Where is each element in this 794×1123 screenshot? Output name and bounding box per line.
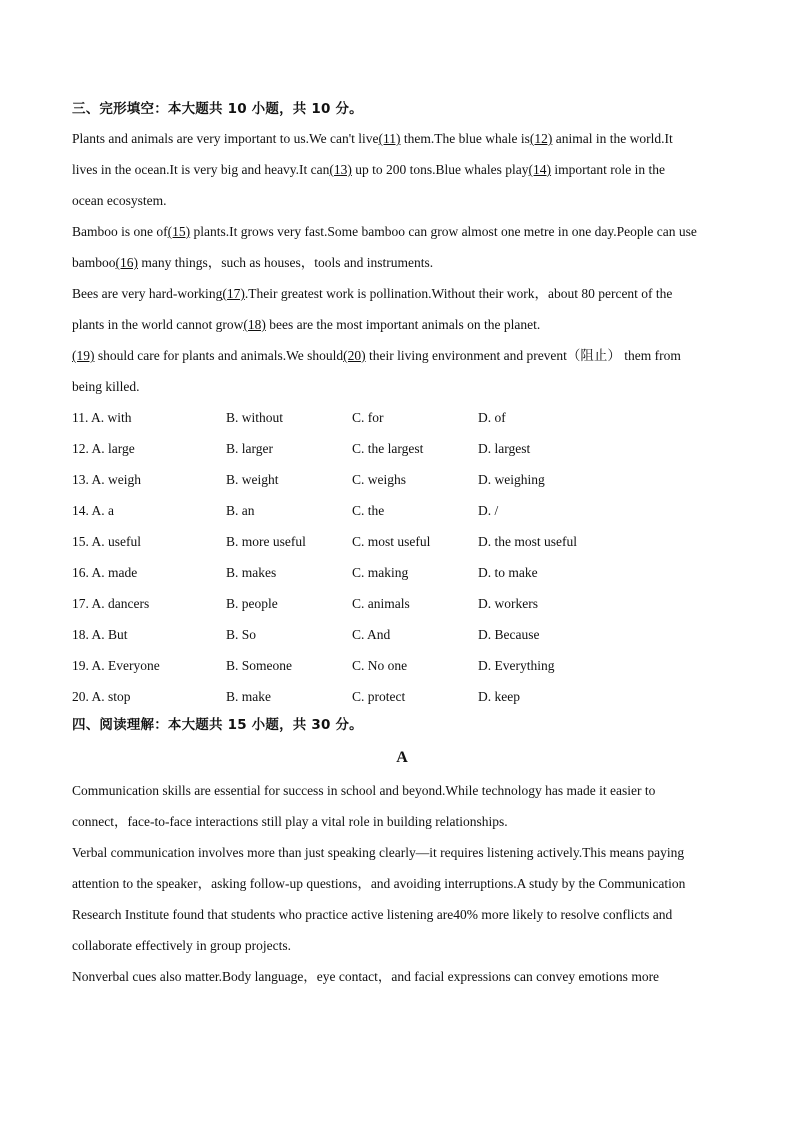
reading-line: attention to the speaker，asking follow-up questions，and avoiding interruptions.A study by the Communication xyxy=(72,876,686,891)
answer-option: 15. A. useful xyxy=(72,534,141,549)
answer-option: 14. A. a xyxy=(72,503,114,518)
section4-heading: 四、阅读理解：本大题共 15 小题，共 30 分。 xyxy=(72,717,363,733)
answer-option: B. makes xyxy=(226,565,277,580)
blank-number: (12) xyxy=(529,131,553,146)
answer-option: D. to make xyxy=(478,565,538,580)
answer-option: 11. A. with xyxy=(72,410,132,425)
question-row xyxy=(72,433,732,464)
answer-option: B. without xyxy=(226,410,284,425)
answer-option: C. the largest xyxy=(352,441,424,456)
cloze-line xyxy=(72,185,732,216)
cloze-line xyxy=(72,216,732,247)
reading-line: Nonverbal cues also matter.Body language，eye contact，and facial expressions can convey emotions more xyxy=(72,969,660,984)
passage-text: their living environment and prevent（阻止） them from xyxy=(365,348,681,363)
answer-option: B. an xyxy=(226,503,255,518)
cloze-line xyxy=(72,340,732,371)
answer-option: 13. A. weigh xyxy=(72,472,141,487)
answer-option: B. Someone xyxy=(226,658,292,673)
blank-number: (16) xyxy=(115,255,138,270)
exam-page xyxy=(72,99,732,992)
answer-option: D. of xyxy=(478,410,506,425)
passage-text: lives in the ocean.It is very big and heavy.It can xyxy=(72,162,330,177)
answer-option: 20. A. stop xyxy=(72,689,131,704)
passage-text: bamboo xyxy=(72,255,116,270)
cloze-line xyxy=(72,123,732,154)
blank-number: (19) xyxy=(72,348,95,363)
passage-text: animal in the world.It xyxy=(552,131,673,146)
passage-text: .Their greatest work is pollination.Without their work，about 80 percent of the xyxy=(244,286,673,301)
blank-number: (13) xyxy=(329,162,352,177)
passage-title: A xyxy=(396,749,408,766)
answer-option: B. make xyxy=(226,689,271,704)
reading-line: connect，face-to-face interactions still play a vital role in building relationships. xyxy=(72,814,508,829)
question-row xyxy=(72,650,732,681)
blank-number: (15) xyxy=(167,224,191,239)
passage-text: Bees are very hard-working xyxy=(72,286,223,301)
answer-option: D. the most useful xyxy=(478,534,577,549)
passage-text: plants in the world cannot grow xyxy=(72,317,244,332)
passage-text: important role in the xyxy=(551,162,666,177)
answer-option: D. keep xyxy=(478,689,520,704)
answer-option: B. people xyxy=(226,596,278,611)
answer-option: D. Everything xyxy=(478,658,555,673)
answer-option: B. more useful xyxy=(226,534,306,549)
answer-option: C. animals xyxy=(352,596,410,611)
blank-number: (18) xyxy=(243,317,266,332)
answer-option: 17. A. dancers xyxy=(72,596,150,611)
passage-text: up to 200 tons.Blue whales play xyxy=(351,162,529,177)
reading-line: Research Institute found that students who practice active listening are40% more likely to resolve conflicts and xyxy=(72,907,673,922)
question-row xyxy=(72,495,732,526)
passage-text: plants.It grows very fast.Some bamboo can grow almost one metre in one day.People can use xyxy=(190,224,697,239)
answer-option: D. / xyxy=(478,503,499,518)
question-row xyxy=(72,619,732,650)
answer-option: 19. A. Everyone xyxy=(72,658,160,673)
answer-option: C. the xyxy=(352,503,385,518)
cloze-line xyxy=(72,278,732,309)
answer-option: D. largest xyxy=(478,441,531,456)
answer-option: C. making xyxy=(352,565,409,580)
blank-number: (20) xyxy=(343,348,366,363)
passage-text: Plants and animals are very important to us.We can't live xyxy=(72,131,379,146)
passage-text: many things，such as houses，tools and instruments. xyxy=(138,255,434,270)
passage-text: Bamboo is one of xyxy=(72,224,168,239)
answer-option: D. weighing xyxy=(478,472,545,487)
blank-number: (14) xyxy=(528,162,552,177)
answer-option: C. most useful xyxy=(352,534,431,549)
answer-option: B. weight xyxy=(226,472,279,487)
cloze-line xyxy=(72,247,732,278)
passage-text: ocean ecosystem. xyxy=(72,193,167,208)
passage-text: being killed. xyxy=(72,379,140,394)
question-row xyxy=(72,588,732,619)
cloze-line xyxy=(72,154,732,185)
answer-option: C. weighs xyxy=(352,472,406,487)
passage-text: them.The blue whale is xyxy=(400,131,530,146)
reading-passage xyxy=(72,775,732,992)
answer-option: C. for xyxy=(352,410,384,425)
answer-option: D. Because xyxy=(478,627,540,642)
answer-option: 16. A. made xyxy=(72,565,138,580)
cloze-passage xyxy=(72,123,732,402)
reading-line: collaborate effectively in group projects. xyxy=(72,938,292,953)
answer-option: 18. A. But xyxy=(72,627,128,642)
question-row xyxy=(72,464,732,495)
question-row xyxy=(72,526,732,557)
blank-number: (17) xyxy=(222,286,245,301)
blank-number: (11) xyxy=(378,131,401,146)
answer-option: B. So xyxy=(226,627,257,642)
reading-line: Communication skills are essential for success in school and beyond.While technology has made it easier to xyxy=(72,783,656,798)
reading-line: Verbal communication involves more than just speaking clearly—it requires listening actively.This means paying xyxy=(72,845,685,860)
answer-option: 12. A. large xyxy=(72,441,135,456)
answer-option: D. workers xyxy=(478,596,538,611)
section3-heading: 三、完形填空：本大题共 10 小题，共 10 分。 xyxy=(72,101,363,117)
question-row xyxy=(72,681,732,712)
question-row xyxy=(72,557,732,588)
answer-option: C. And xyxy=(352,627,391,642)
answer-option: C. protect xyxy=(352,689,406,704)
cloze-line xyxy=(72,371,732,402)
answer-option: B. larger xyxy=(226,441,273,456)
passage-text: should care for plants and animals.We should xyxy=(94,348,344,363)
cloze-options xyxy=(72,402,732,712)
passage-text: bees are the most important animals on the planet. xyxy=(265,317,541,332)
answer-option: C. No one xyxy=(352,658,408,673)
cloze-line xyxy=(72,309,732,340)
question-row xyxy=(72,402,732,433)
